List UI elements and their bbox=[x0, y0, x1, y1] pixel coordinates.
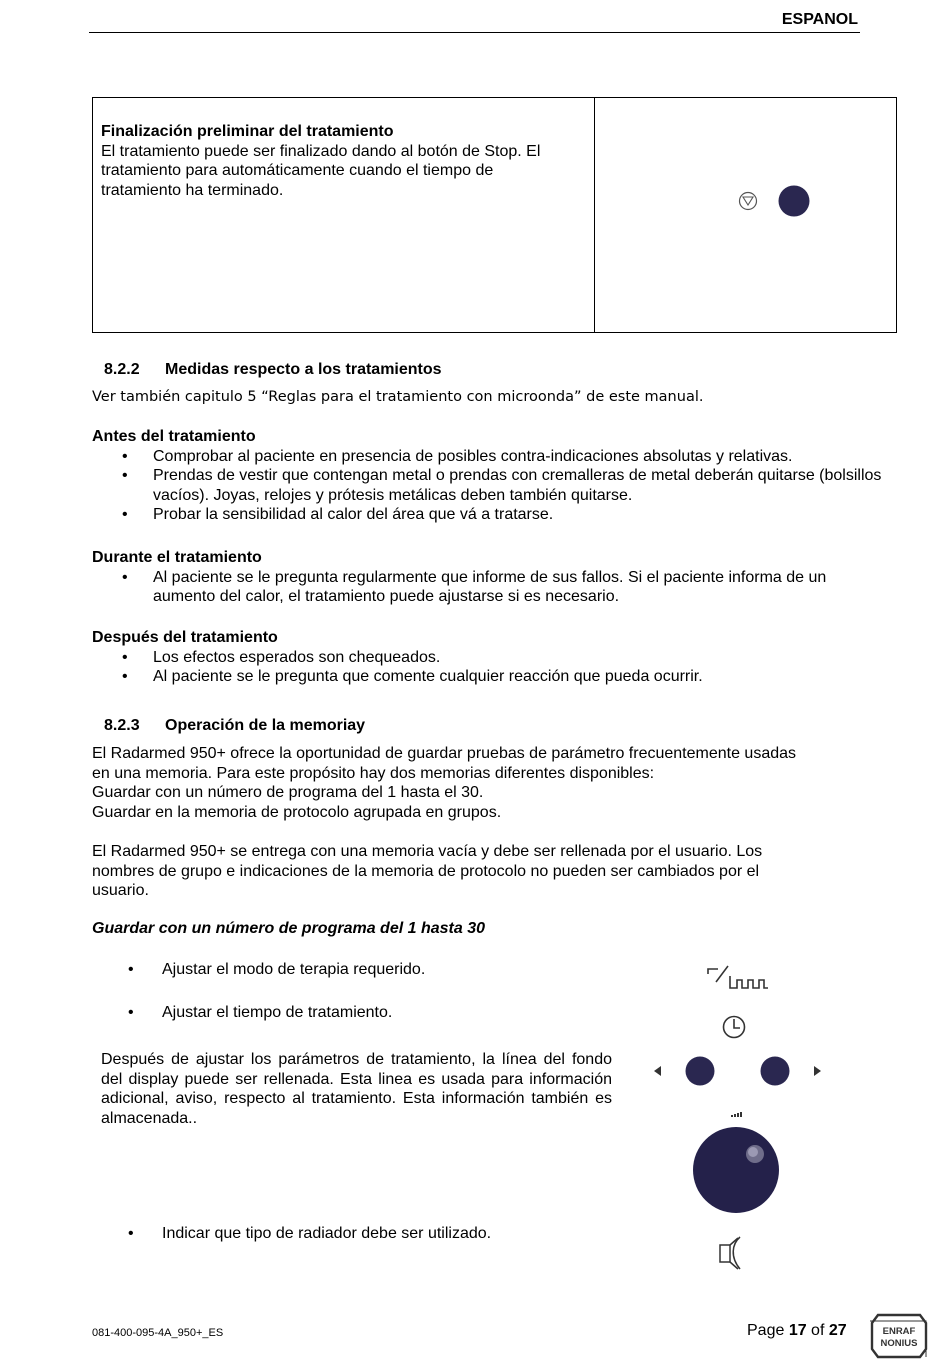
list-item: • Los efectos esperados son chequeados. bbox=[92, 648, 882, 668]
radiator-icon[interactable] bbox=[720, 1237, 740, 1269]
box-title: Finalización preliminar del tratamiento bbox=[101, 123, 394, 140]
page-total: 27 bbox=[828, 1322, 847, 1339]
info-box-text bbox=[101, 122, 581, 200]
box-line: El tratamiento puede ser finalizado dando al botón de Stop. El bbox=[101, 142, 541, 160]
box-line: tratamiento para automáticamente cuando el tiempo de bbox=[101, 162, 494, 179]
list-item: • Comprobar al paciente en presencia de posibles contra-indicaciones absolutas y relativas. bbox=[92, 447, 882, 467]
list-item: • Prendas de vestir que contengan metal o prendas con cremalleras de metal deberán quitarse (bolsillos vacíos). Joyas, relojes y prótesis metálicas deben también quitarse. bbox=[92, 466, 882, 505]
memory-paragraph-1 bbox=[92, 744, 872, 822]
document-code: 081-400-095-4A_950+_ES bbox=[92, 1327, 224, 1339]
info-box-divider bbox=[594, 97, 595, 332]
during-title: Durante el tratamiento bbox=[92, 549, 262, 566]
stop-button[interactable] bbox=[779, 186, 810, 217]
section-number: 8.2.2 bbox=[104, 361, 140, 378]
enraf-nonius-logo bbox=[868, 1311, 930, 1361]
header-language: ESPANOL bbox=[781, 11, 858, 28]
right-arrow-icon bbox=[814, 1066, 821, 1076]
after-treatment bbox=[92, 628, 882, 687]
step-text: Indicar que tipo de radiador debe ser utilizado. bbox=[162, 1225, 492, 1242]
section-title: Operación de la memoriay bbox=[165, 717, 366, 734]
before-title: Antes del tratamiento bbox=[92, 428, 256, 445]
left-arrow-icon bbox=[654, 1066, 661, 1076]
bullet: • bbox=[128, 1225, 134, 1242]
step-text: Ajustar el modo de terapia requerido. bbox=[162, 961, 426, 978]
page-mid: of bbox=[806, 1322, 829, 1339]
step-text: Ajustar el tiempo de tratamiento. bbox=[162, 1004, 393, 1021]
list-item: • Probar la sensibilidad al calor del área que vá a tratarse. bbox=[92, 505, 882, 525]
logo-line-2: NONIUS bbox=[880, 1338, 918, 1349]
page-current: 17 bbox=[788, 1322, 807, 1339]
subheading: Guardar con un número de programa del 1 hasta 30 bbox=[92, 920, 485, 937]
paragraph-line: Guardar con un número de programa del 1 hasta el 30. bbox=[92, 784, 484, 801]
control-panel-illustration bbox=[650, 960, 830, 1278]
bullet: • bbox=[128, 961, 134, 978]
section-number: 8.2.3 bbox=[104, 717, 140, 734]
left-button[interactable] bbox=[686, 1057, 715, 1086]
list-item: • Al paciente se le pregunta regularmente que informe de sus fallos. Si el paciente informa de un aumento del calor, el tratamiento puede ajustarse si es necesario. bbox=[92, 568, 882, 607]
therapy-mode-icon[interactable] bbox=[708, 966, 768, 988]
paragraph-line: en una memoria. Para este propósito hay dos memorias diferentes disponibles: bbox=[92, 764, 655, 782]
page-prefix: Page bbox=[747, 1322, 789, 1339]
signal-bars-icon bbox=[731, 1112, 742, 1117]
paragraph-line: Guardar en la memoria de protocolo agrupada en grupos. bbox=[92, 803, 502, 821]
after-title: Después del tratamiento bbox=[92, 629, 278, 646]
before-treatment bbox=[92, 427, 882, 525]
memory-paragraph-2: El Radarmed 950+ se entrega con una memoria vacía y debe ser rellenada por el usuario. Los nombres de grupo e indicaciones de la memoria de protocolo no pueden ser cambiados por el usuario. bbox=[92, 843, 763, 899]
section-intro: Ver también capitulo 5 “Reglas para el tratamiento con microonda” de este manual. bbox=[92, 389, 704, 405]
stop-icon bbox=[740, 193, 757, 210]
intensity-knob[interactable] bbox=[693, 1127, 779, 1213]
header-rule bbox=[89, 32, 860, 33]
page-number bbox=[747, 1322, 847, 1340]
list-item: • Al paciente se le pregunta que comente cualquier reacción que pueda ocurrir. bbox=[92, 667, 882, 687]
paragraph-line: El Radarmed 950+ ofrece la oportunidad de guardar pruebas de parámetro frecuentemente usadas bbox=[92, 745, 797, 762]
logo-line-1: ENRAF bbox=[882, 1326, 916, 1337]
section-heading-823 bbox=[104, 717, 365, 735]
during-treatment bbox=[92, 548, 882, 607]
memory-paragraph-3: Después de ajustar los parámetros de tratamiento, la línea del fondo del display puede ser rellenada. Esta linea es usada para información adicional, aviso, respecto al tratamiento. Esta información también es almacenada.. bbox=[101, 1051, 612, 1127]
section-title: Medidas respecto a los tratamientos bbox=[165, 361, 442, 378]
stop-control bbox=[736, 184, 814, 220]
box-line: tratamiento ha terminado. bbox=[101, 181, 284, 199]
right-button[interactable] bbox=[761, 1057, 790, 1086]
clock-icon[interactable] bbox=[724, 1017, 745, 1038]
section-heading-822 bbox=[104, 361, 442, 379]
bullet: • bbox=[128, 1004, 134, 1021]
